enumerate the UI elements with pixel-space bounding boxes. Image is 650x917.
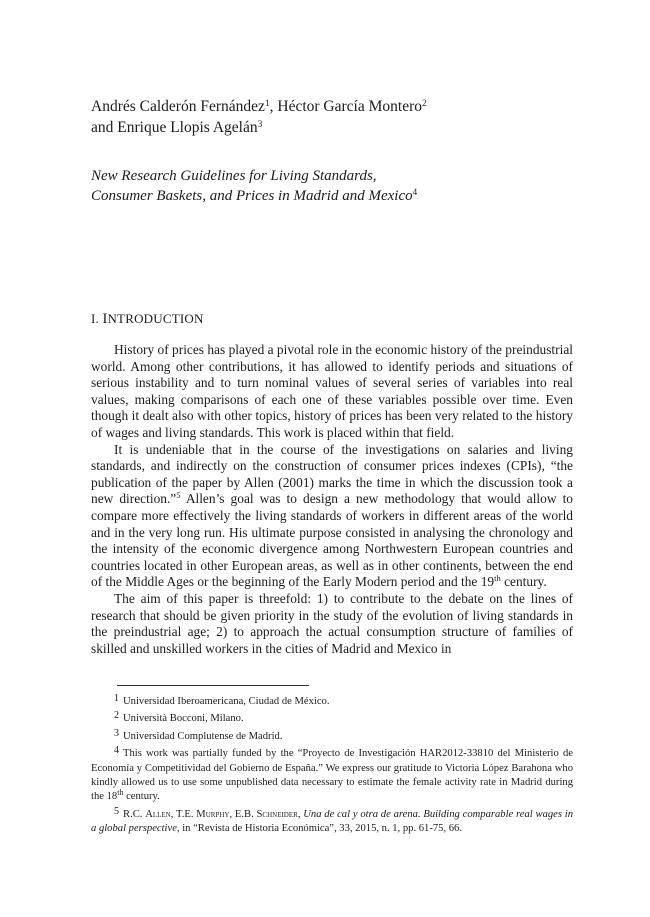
footnote-2 xyxy=(91,709,573,726)
author-conjunction: and xyxy=(91,119,118,136)
author-separator: , xyxy=(269,98,278,115)
footnote-text: R.C. xyxy=(123,808,146,820)
author-name: Andrés Calderón Fernández xyxy=(91,98,265,115)
footnote-number: 5 xyxy=(114,805,119,817)
footnote-number: 4 xyxy=(114,745,119,757)
footnote-text: , E.B. xyxy=(229,808,257,820)
footnote-5 xyxy=(91,805,573,837)
section-heading xyxy=(91,311,204,328)
cited-author: Murphy xyxy=(196,808,230,820)
section-initial: I xyxy=(102,311,108,327)
footnote-marker: 5 xyxy=(176,490,181,501)
footnote-marker: 4 xyxy=(412,187,418,197)
footnote-marker: 1 xyxy=(264,99,270,109)
author-line-2 xyxy=(91,117,571,138)
paragraph-3: The aim of this paper is threefold: 1) to contribute to the debate on the lines of research that should be given priority in the study of the evolution of living standards in the preindustrial age; 2) to approach the actual consumption structure of families of skilled and unskilled workers in the cities of Madrid and Mexico in xyxy=(91,590,573,656)
footnote-number: 2 xyxy=(114,710,119,722)
footnote-text: This work was partially funded by the “Proyecto de Investigación HAR2012-33810 del Ministerio de Economía y Competitividad del Gobierno de España.” We express our gratitude to Victoria López Barahona who kindly allowed us to use some unpublished data necessary to estimate the female activity rate in Madrid during the 18 xyxy=(91,748,573,803)
footnote-number: 1 xyxy=(114,693,119,704)
author-name: Enrique Llopis Agelán xyxy=(117,119,258,136)
author-name: Héctor García Montero xyxy=(277,98,422,115)
paragraph-text: It is undeniable that in the course of the investigations on salaries and living standards, and indirectly on the construction of consumer prices indexes (CPIs), “the publication of the paper by Allen (2001) marks the time in which the discussion took a new direction.” xyxy=(91,441,573,507)
footnote-text: century. xyxy=(123,791,160,803)
author-list xyxy=(91,96,571,138)
footnote-text: , xyxy=(297,808,304,820)
footnote-marker: 2 xyxy=(422,99,427,109)
paragraph-text: Allen’s goal was to design a new methodology that would allow to compare more effectively the living standards of workers in different areas of the world and in the very long run. His ultimate purpose consisted in analysing the chronology and the intensity of the economic divergence among Northwestern European countries and countries located in other European areas, as well as in other continents, between the end of the Middle Ages or the beginning of the Early Modern period and the 19 xyxy=(91,491,573,590)
paragraph-1: History of prices has played a pivotal role in the economic history of the preindustrial world. Among other contributions, it has allowed to identify periods and situations of serious instability and to turn nominal values of several series of variables into real values, making comparisons of each one of these variables possible over time. Even though it dealt also with other topics, history of prices has been very related to the history of wages and living standards. This work is placed within that field. xyxy=(91,342,573,440)
paper-title xyxy=(91,166,571,206)
ordinal-suffix: th xyxy=(494,573,501,584)
cited-title: Una de cal y otra de arena. Building comparable real wages in a global perspective xyxy=(91,808,574,835)
cited-author: Schneider xyxy=(256,808,298,820)
section-number: I. xyxy=(91,311,103,326)
section-title: NTRODUCTION xyxy=(107,311,204,326)
title-line-1: New Research Guidelines for Living Standards, xyxy=(91,168,377,184)
footnote-text: Universidad Complutense de Madrid. xyxy=(123,730,283,742)
title-line-2 xyxy=(91,186,571,206)
footnote-divider xyxy=(117,685,309,686)
footnote-marker: 3 xyxy=(257,120,263,130)
footnote-text: Università Bocconi, Milano. xyxy=(123,713,244,725)
ordinal-suffix: th xyxy=(117,788,124,798)
cited-author: Allen xyxy=(145,808,171,820)
paragraph-text: century. xyxy=(500,574,547,590)
footnote-text: , T.E. xyxy=(170,808,197,820)
footnote-number: 3 xyxy=(114,727,119,739)
paragraph-2 xyxy=(91,442,573,591)
body-text xyxy=(91,342,573,657)
author-line-1 xyxy=(91,96,571,117)
footnote-text: Universidad Iberoamericana, Ciudad de México. xyxy=(123,696,330,707)
footnote-3 xyxy=(91,727,573,744)
footnote-1 xyxy=(91,692,573,709)
footnotes xyxy=(91,692,573,837)
footnote-4 xyxy=(91,744,573,805)
title-text: Consumer Baskets, and Prices in Madrid and Mexico xyxy=(91,188,413,204)
footnote-text: , in “Revista de Historia Económica”, 33, 2015, n. 1, pp. 61-75, 66. xyxy=(176,823,463,835)
